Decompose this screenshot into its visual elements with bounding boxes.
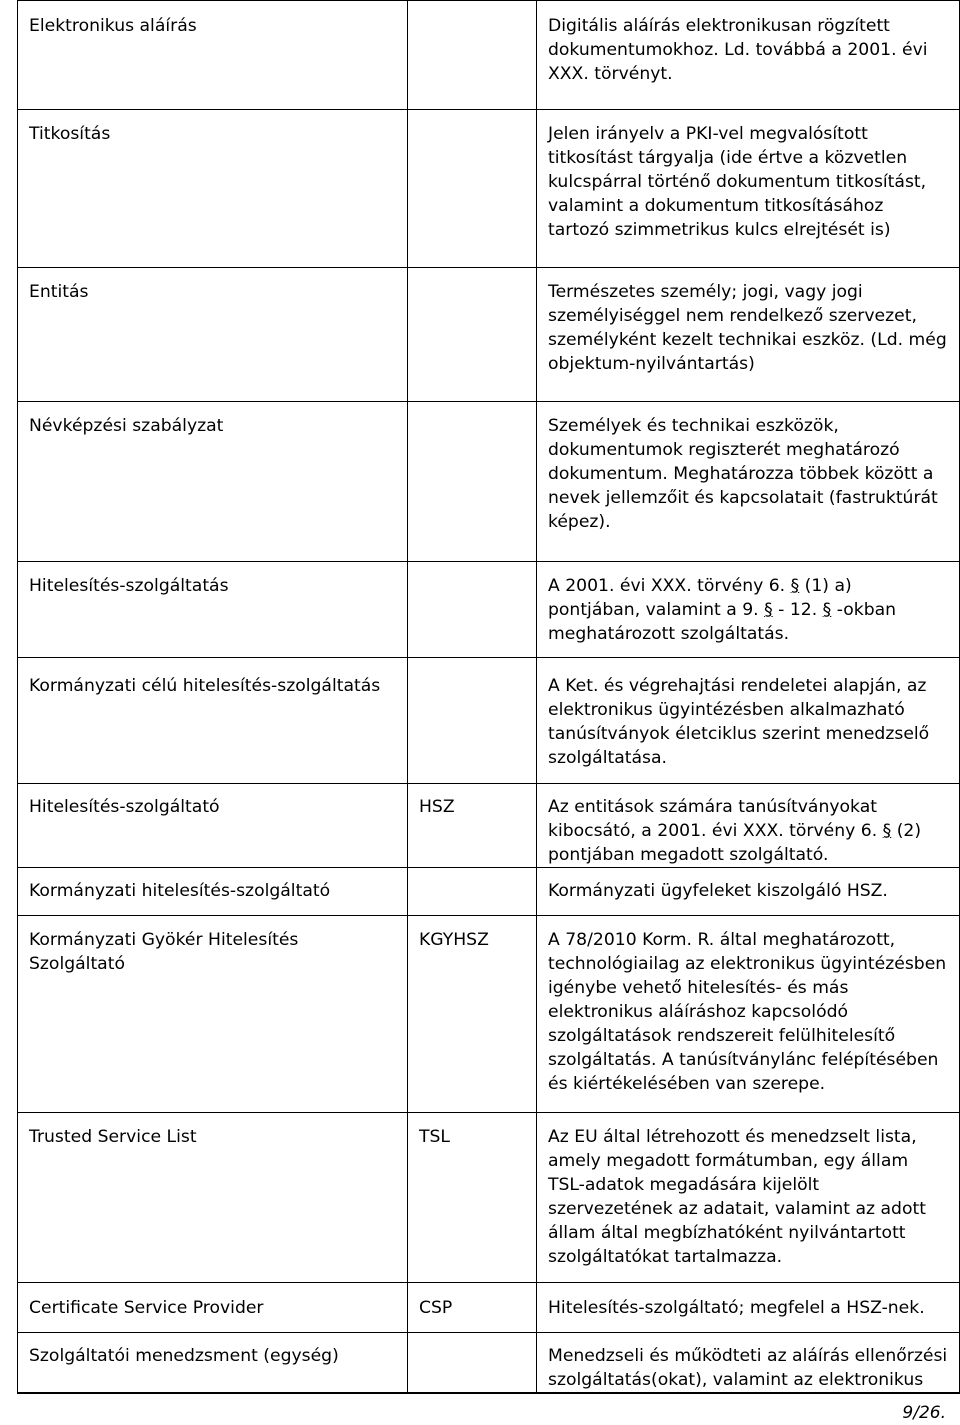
term-cell: Szolgáltatói menedzsment (egység) <box>18 1333 408 1393</box>
table-row <box>18 268 960 402</box>
term-cell: Hitelesítés-szolgáltató <box>18 784 408 868</box>
term-cell: Hitelesítés-szolgáltatás <box>18 562 408 658</box>
table-row <box>18 1333 960 1393</box>
definition-text: A 2001. évi XXX. törvény 6. <box>548 576 791 596</box>
table-row <box>18 562 960 658</box>
definition-cell: Természetes személy; jogi, vagy jogi személyiséggel nem rendelkező szervezet, személyként kezelt technikai eszköz. (Ld. még objektum-nyilvántartás) <box>537 268 960 402</box>
definition-cell: Személyek és technikai eszközök, dokumentumok regiszterét meghatározó dokumentum. Meghatározza többek között a nevek jellemzőit és kapcsolatait (fastruktúrát képez). <box>537 402 960 562</box>
term-cell: Trusted Service List <box>18 1113 408 1283</box>
definition-text: (1) a) pontjában, valamint a 9. <box>548 576 852 620</box>
table-row <box>18 1283 960 1333</box>
table-row <box>18 1113 960 1283</box>
definition-cell: Menedzseli és működteti az aláírás ellenőrzési szolgáltatás(okat), valamint az elektronikus <box>537 1333 960 1393</box>
section-sign: § <box>822 600 832 620</box>
term-cell: Kormányzati célú hitelesítés-szolgáltatás <box>18 658 408 784</box>
term-cell: Kormányzati hitelesítés-szolgáltató <box>18 868 408 916</box>
definition-cell: A 78/2010 Korm. R. által meghatározott, technológiailag az elektronikus ügyintézésben igénybe vehető hitelesítés- és más elektronikus aláíráshoz kapcsolódó szolgáltatások rendszereit felülhitelesítő szolgáltatás. A tanúsítványlánc felépítésében és kiértékelésében van szerepe. <box>537 916 960 1113</box>
abbreviation-cell: TSL <box>408 1113 537 1283</box>
page-number: 9/26. <box>902 1403 946 1423</box>
term-cell: Titkosítás <box>18 110 408 268</box>
term-cell: Certificate Service Provider <box>18 1283 408 1333</box>
definition-cell: Digitális aláírás elektronikusan rögzített dokumentumokhoz. Ld. továbbá a 2001. évi XXX. törvényt. <box>537 1 960 110</box>
abbreviation-cell: CSP <box>408 1283 537 1333</box>
section-sign: § <box>882 821 892 841</box>
definition-cell <box>537 784 960 868</box>
abbreviation-cell: HSZ <box>408 784 537 868</box>
definition-cell: Hitelesítés-szolgáltató; megfelel a HSZ-nek. <box>537 1283 960 1333</box>
term-cell: Entitás <box>18 268 408 402</box>
abbreviation-cell <box>408 110 537 268</box>
table-row <box>18 110 960 268</box>
abbreviation-cell <box>408 868 537 916</box>
definition-cell: A Ket. és végrehajtási rendeletei alapján, az elektronikus ügyintézésben alkalmazható tanúsítványok életciklus szerint menedzselő szolgáltatása. <box>537 658 960 784</box>
definition-text: (2) pontjában megadott szolgáltató. <box>548 821 922 865</box>
abbreviation-cell <box>408 402 537 562</box>
definition-text: - 12. <box>772 600 823 620</box>
abbreviation-cell: KGYHSZ <box>408 916 537 1113</box>
table-row <box>18 868 960 916</box>
table-row <box>18 916 960 1113</box>
footer-divider <box>17 1393 960 1394</box>
term-cell: Kormányzati Gyökér Hitelesítés Szolgáltató <box>18 916 408 1113</box>
table-row <box>18 1 960 110</box>
section-sign: § <box>790 576 800 596</box>
definition-cell: Kormányzati ügyfeleket kiszolgáló HSZ. <box>537 868 960 916</box>
abbreviation-cell <box>408 1 537 110</box>
abbreviation-cell <box>408 562 537 658</box>
term-cell: Elektronikus aláírás <box>18 1 408 110</box>
section-sign: § <box>764 600 773 620</box>
table-row <box>18 658 960 784</box>
definition-cell: Az EU által létrehozott és menedzselt lista, amely megadott formátumban, egy állam TSL-adatok megadására kijelölt szervezetének az adatait, valamint az adott állam által megbízhatóként nyilvántartott szolgáltatókat tartalmazza. <box>537 1113 960 1283</box>
abbreviation-cell <box>408 1333 537 1393</box>
definition-cell <box>537 562 960 658</box>
glossary-table <box>17 0 960 1393</box>
definition-cell: Jelen irányelv a PKI-vel megvalósított titkosítást tárgyalja (ide értve a közvetlen kulcspárral történő dokumentum titkosítást, valamint a dokumentum titkosításához tartozó szimmetrikus kulcs elrejtését is) <box>537 110 960 268</box>
table-row <box>18 402 960 562</box>
abbreviation-cell <box>408 658 537 784</box>
abbreviation-cell <box>408 268 537 402</box>
definition-text: -okban meghatározott szolgáltatás. <box>548 600 897 644</box>
definition-text: Az entitások számára tanúsítványokat kibocsátó, a 2001. évi XXX. törvény 6. <box>548 797 883 841</box>
table-row <box>18 784 960 868</box>
term-cell: Névképzési szabályzat <box>18 402 408 562</box>
